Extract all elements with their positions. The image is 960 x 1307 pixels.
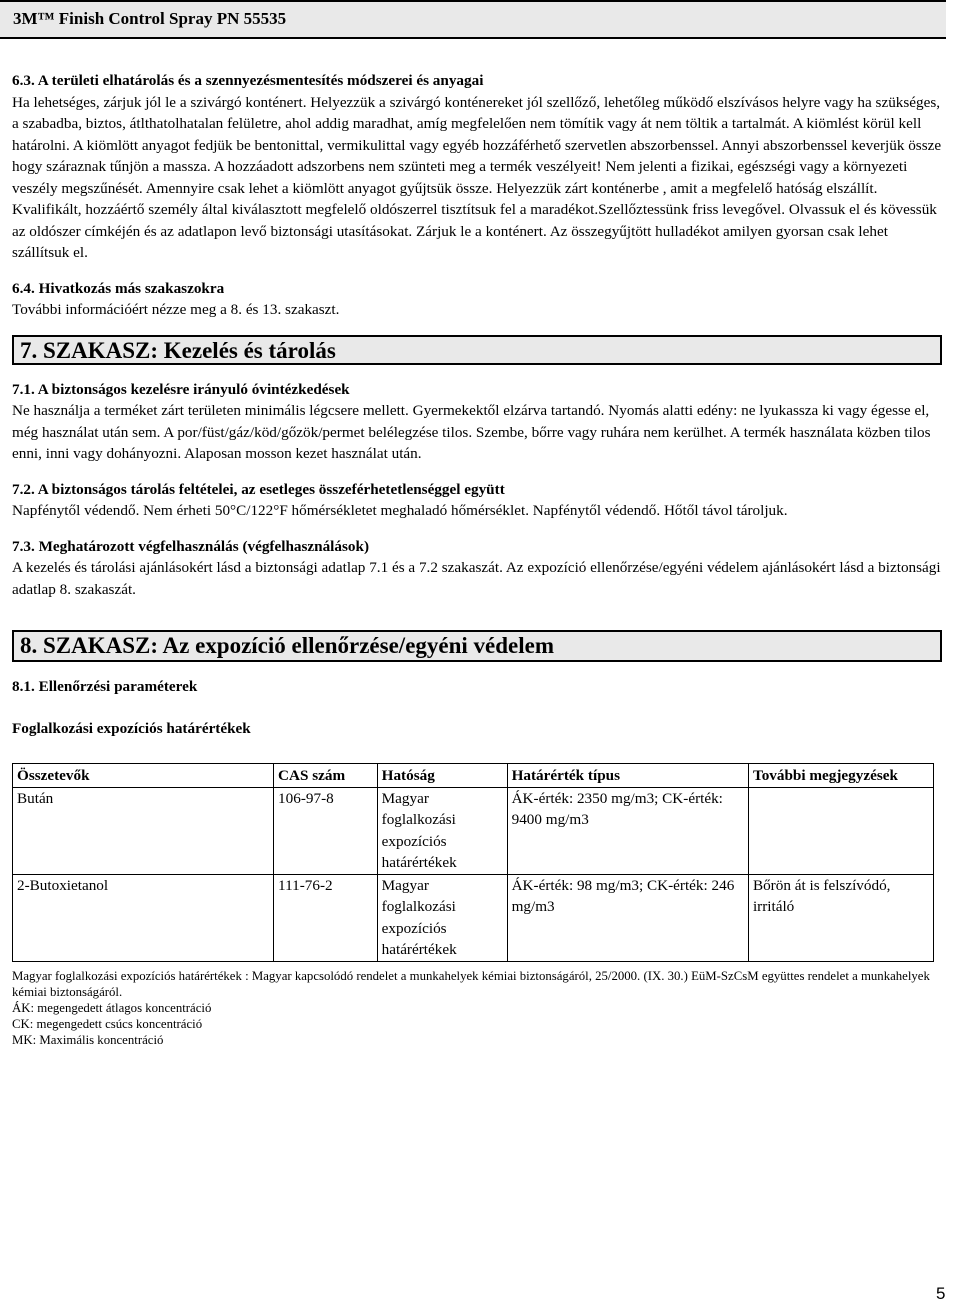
cell-limit-type: ÁK-érték: 2350 mg/m3; CK-érték: 9400 mg/m3 [507,787,748,874]
cell-component: Bután [13,787,274,874]
table-row [13,787,934,874]
document-body [12,70,947,1048]
s71-text: Ne használja a terméket zárt területen minimális légcsere mellett. Gyermekektől elzárva tartandó. Nyomás alatti edény: ne lyukassza ki vagy égesse el, még használat után sem. A por/füst/gáz/köd/gőzök/permet belélegzése tilos. Szembe, bőrre vagy ruhára nem kerülhet. A termék használata közben tilos enni, inni vagy dohányozni. Alaposan mosson kezet használat után. [12,402,931,462]
s73-heading: 7.3. Meghatározott végfelhasználás (végfelhasználások) [12,537,370,555]
s64-text: További információért nézze meg a 8. és 13. szakaszt. [12,301,340,318]
table-header-row [13,764,934,788]
cell-remarks: Bőrön át is felszívódó, irritáló [748,874,933,961]
cell-authority: Magyar foglalkozási expozíciós határértékek [377,787,507,874]
cell-component: 2-Butoxietanol [13,874,274,961]
footnote-mk: MK: Maximális koncentráció [12,1032,164,1047]
page-number: 5 [936,1284,946,1303]
s72-text: Napfénytől védendő. Nem érheti 50°C/122°F hőmérsékletet meghaladó hőmérséklet. Napfénytől védendő. Hőtől távol tároljuk. [12,502,788,519]
s72-heading: 7.2. A biztonságos tárolás feltételei, az esetleges összeférhetetlenséggel együtt [12,480,505,498]
cell-cas: 106-97-8 [274,787,378,874]
cell-cas: 111-76-2 [274,874,378,961]
s73-text: A kezelés és tárolási ajánlásokért lásd a biztonsági adatlap 7.1 és a 7.2 szakaszát. Az expozíció ellenőrzése/egyéni védelem ajánlásokért lásd a biztonsági adatlap 8. szakaszát. [12,559,941,598]
exposure-limits-table [12,763,934,962]
document-title: 3M™ Finish Control Spray PN 55535 [13,9,287,28]
s81-heading: 8.1. Ellenőrzési paraméterek [12,678,198,695]
limits-heading: Foglalkozási expozíciós határértékek [12,719,251,737]
section-8-title: 8. SZAKASZ: Az expozíció ellenőrzése/egyéni védelem [12,630,942,662]
footnote-ck: CK: megengedett csúcs koncentráció [12,1016,203,1031]
footnote-legal: Magyar foglalkozási expozíciós határértékek : Magyar kapcsolódó rendelet a munkahelyek kémiai biztonságáról, 25/2000. (IX. 30.) EüM-SzCsM együttes rendelet a munkahelyek kémiai biztonságáról. [12,968,930,999]
s71-heading: 7.1. A biztonságos kezelésre irányuló óvintézkedések [12,380,350,398]
s63-text: Ha lehetséges, zárjuk jól le a szivárgó konténert. Helyezzük a szivárgó konténereket jól szellőző, lehetőleg működő elszívásos helyre vagy ha szükséges, a szabadba, biztos, átlthatolhatalan felületre, ahol addig maradhat, amíg megfelelően nem tömítik vagy át nem töltik a tartalmát. A kiömlést körül kell határolni. A kiömlött anyagot fedjük be bentonittal, vermikulittal vagy egyéb hozzáférhető szervetlen abszorbenssel. Annyi abszorbenssel keverjük össze hogy száraznak tűnjön a massza. A hozzáadott adszorbens nem szünteti meg a termék veszélyeit! Nem jelenti a fizikai, egészségi vagy a környezeti veszély megszűnését. Amennyire csak lehet a kiömlött anyagot gyűjtsük össze. Helyezzük zárt konténerbe , amit a megfelelő hatóság elszállít. Kvalifikált, hozzáértő személy által kiválasztott megfelelő oldószerrel tisztítsuk fel a maradékot.Szellőztessünk friss levegővel. Olvassuk el és kövessük az oldószer címkéjén és az adatlapon levő biztonsági utasításokat. Zárjuk le a konténert. Az összegyűjtött hulladékot amilyen gyorsan csak lehet szállítsuk el. [12,93,942,261]
header-remarks: További megjegyzések [748,764,933,788]
header-limit-type: Határérték típus [507,764,748,788]
cell-authority: Magyar foglalkozási expozíciós határértékek [377,874,507,961]
header-cas: CAS szám [274,764,378,788]
header-authority: Hatóság [377,764,507,788]
header-components: Összetevők [13,764,274,788]
table-row [13,874,934,961]
s64-heading: 6.4. Hivatkozás más szakaszokra [12,279,225,297]
cell-limit-type: ÁK-érték: 98 mg/m3; CK-érték: 246 mg/m3 [507,874,748,961]
header-bar [0,0,946,39]
s63-heading: 6.3. A területi elhatárolás és a szennyezésmentesítés módszerei és anyagai [12,72,484,89]
table-footnotes [12,968,947,1048]
footnote-ak: ÁK: megengedett átlagos koncentráció [12,1000,212,1015]
section-7-title: 7. SZAKASZ: Kezelés és tárolás [12,335,942,365]
cell-remarks [748,787,933,874]
